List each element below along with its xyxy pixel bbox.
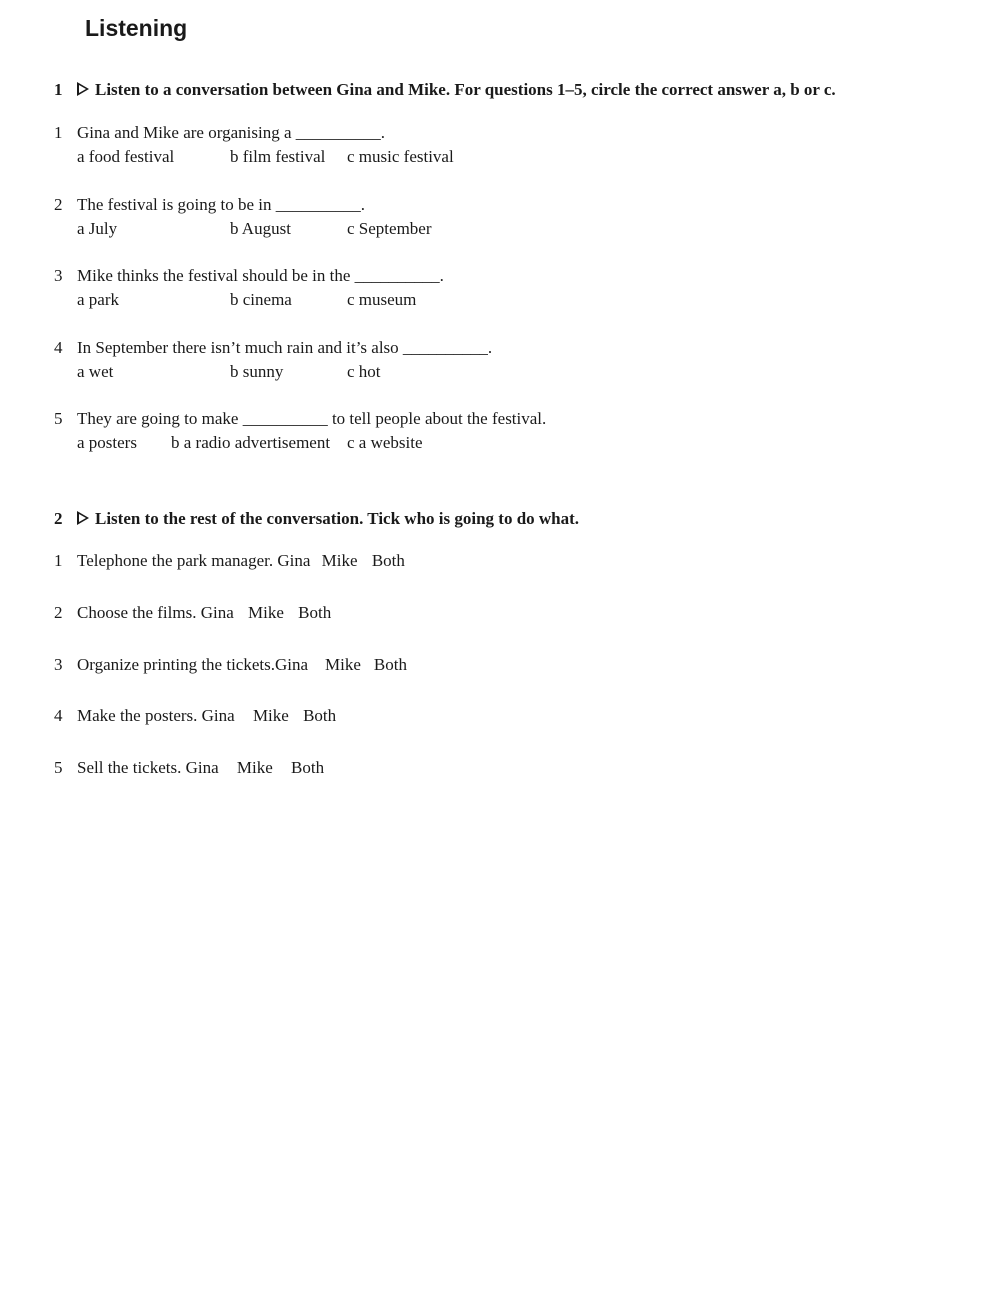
part1-instruction-line [77,81,836,98]
option-gina[interactable]: Gina [274,655,309,674]
part2-number: 2 [54,509,63,528]
task-text: Telephone the park manager. [77,551,274,570]
option-a[interactable]: a posters [77,433,137,452]
option-c[interactable]: c music festival [347,147,454,166]
option-both[interactable]: Both [373,655,407,674]
tick-row [77,552,405,569]
question-number: 5 [54,409,63,428]
option-mike[interactable]: Mike [325,655,361,674]
question-text: Gina and Mike are organising a __________. [77,123,385,142]
part1-number: 1 [54,80,63,99]
option-c[interactable]: c museum [347,290,417,309]
option-mike[interactable]: Mike [248,603,284,622]
task-text: Choose the films. [77,603,197,622]
option-gina[interactable]: Gina [200,603,234,622]
option-mike[interactable]: Mike [252,706,289,725]
question-text: Mike thinks the festival should be in the __________. [77,266,444,285]
tick-row [77,707,336,724]
part2-instruction: Listen to the rest of the conversation. Tick who is going to do what. [95,509,580,528]
option-a[interactable]: a food festival [77,147,175,166]
question-text: The festival is going to be in __________. [77,195,366,214]
option-both[interactable]: Both [303,706,337,725]
option-mike[interactable]: Mike [236,758,273,777]
option-a[interactable]: a park [77,290,120,309]
option-mike[interactable]: Mike [321,551,358,570]
item-number: 2 [54,603,63,622]
part2-instruction-line [77,510,579,527]
option-a[interactable]: a July [77,219,118,238]
option-b[interactable]: b a radio advertisement [171,433,331,452]
option-both[interactable]: Both [371,551,405,570]
question-text: In September there isn’t much rain and it’s also __________. [77,338,493,357]
item-number: 5 [54,758,63,777]
tick-row [77,656,407,673]
option-c[interactable]: c hot [347,362,381,381]
option-b[interactable]: b film festival [230,147,326,166]
option-b[interactable]: b sunny [230,362,284,381]
option-c[interactable]: c a website [347,433,423,452]
task-text: Make the posters. [77,706,198,725]
option-both[interactable]: Both [298,603,332,622]
item-number: 3 [54,655,63,674]
option-gina[interactable]: Gina [185,758,219,777]
option-c[interactable]: c September [347,219,432,238]
option-gina[interactable]: Gina [277,551,311,570]
question-number: 1 [54,123,63,142]
option-a[interactable]: a wet [77,362,114,381]
item-number: 1 [54,551,63,570]
option-b[interactable]: b cinema [230,290,292,309]
option-gina[interactable]: Gina [201,706,235,725]
task-text: Sell the tickets. [77,758,182,777]
option-both[interactable]: Both [291,758,325,777]
page-title: Listening [85,15,188,41]
tick-row [77,604,331,621]
option-b[interactable]: b August [230,219,291,238]
task-text: Organize printing the tickets. [77,655,275,674]
item-number: 4 [54,706,63,725]
question-number: 4 [54,338,63,357]
part1-instruction: Listen to a conversation between Gina and Mike. For questions 1–5, circle the correct answer a, b or c. [95,80,836,99]
question-number: 2 [54,195,63,214]
play-icon[interactable] [77,82,89,96]
question-text: They are going to make __________ to tell people about the festival. [77,409,547,428]
question-number: 3 [54,266,63,285]
tick-row [77,759,324,776]
play-icon[interactable] [77,511,89,525]
